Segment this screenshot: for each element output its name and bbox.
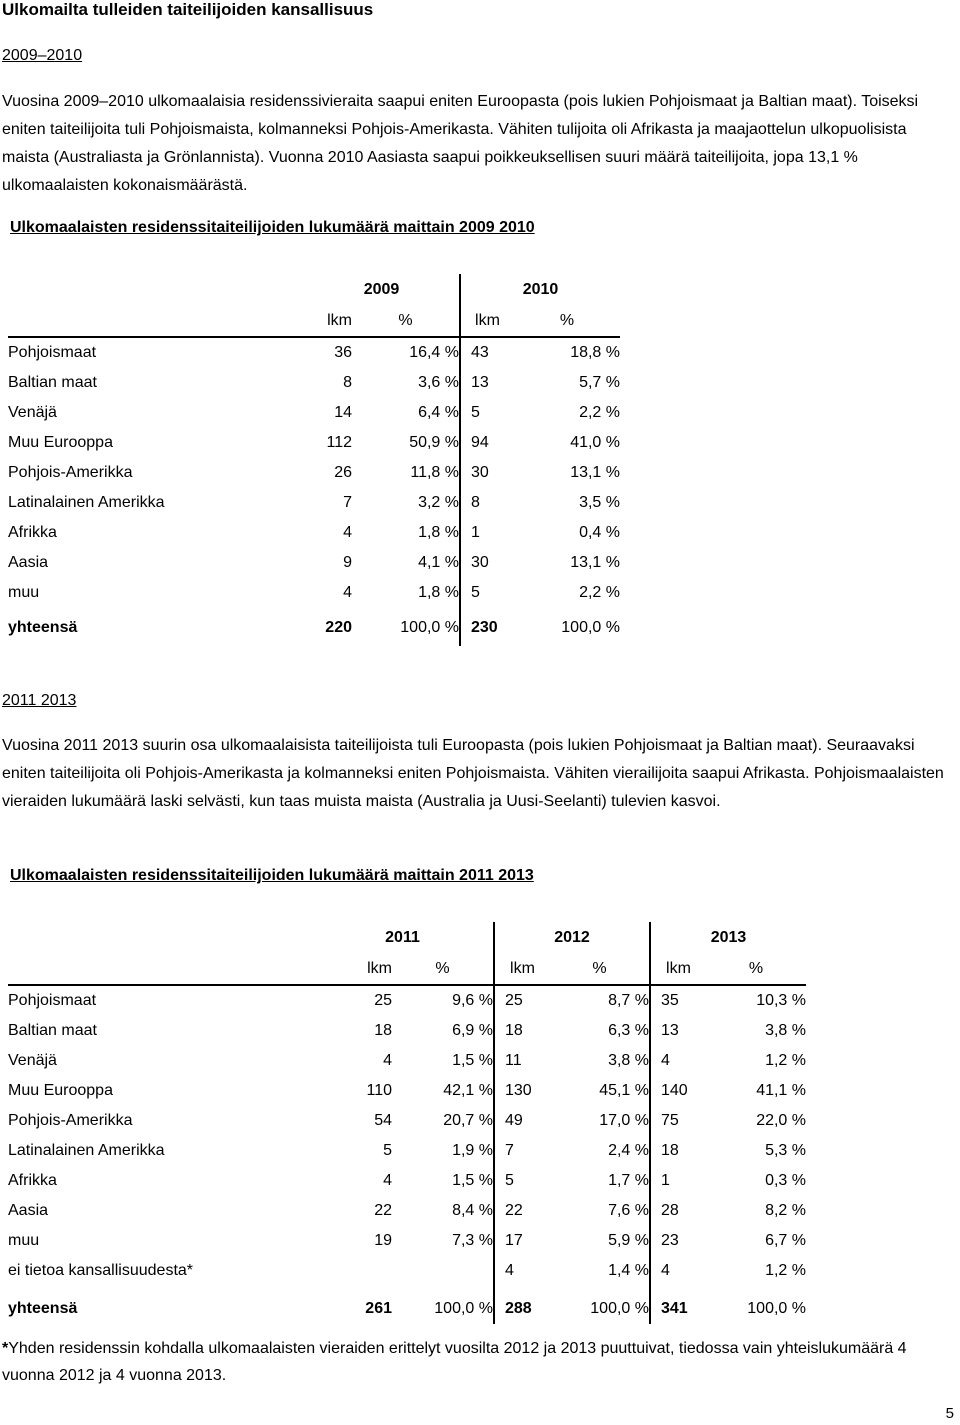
cell-count: 110: [366, 1082, 392, 1099]
cell-percent: 1,7 %: [608, 1172, 649, 1189]
cell-percent: 4,1 %: [418, 554, 459, 571]
cell-count: 9: [343, 554, 352, 571]
cell-count: 1: [460, 518, 514, 548]
cell-percent: 18,8 %: [570, 344, 620, 361]
cell-count: 22: [374, 1202, 392, 1219]
cell-percent: 6,9 %: [452, 1022, 493, 1039]
cell-count: 4: [383, 1052, 392, 1069]
cell-count: 54: [374, 1112, 392, 1129]
table-total-row: [8, 608, 620, 646]
cell-count: 13: [650, 1016, 706, 1046]
row-label: yhteensä: [8, 619, 78, 636]
cell-percent: 6,4 %: [418, 404, 459, 421]
table2-col-lkm: lkm: [494, 953, 550, 985]
cell-count: 4: [343, 524, 352, 541]
row-label: Pohjoismaat: [8, 992, 97, 1009]
table1-corner: [8, 274, 304, 305]
table-row: [8, 1196, 806, 1226]
cell-count: 261: [365, 1300, 392, 1317]
table-2011-2013: [8, 922, 806, 1324]
cell-count: 14: [334, 404, 352, 421]
table-row: [8, 578, 620, 608]
footnote-text: Yhden residenssin kohdalla ulkomaalaisten vieraiden erittelyt vuosilta 2012 ja 2013 puuttuivat, tiedossa vain yhteislukumäärä 4 vuonna 2012 ja 4 vuonna 2013.: [2, 1340, 907, 1384]
table-row: [8, 1046, 806, 1076]
row-label: Latinalainen Amerikka: [8, 494, 165, 511]
row-label: Pohjoismaat: [8, 344, 97, 361]
table2-col-lkm: lkm: [312, 953, 392, 985]
cell-count: 130: [494, 1076, 550, 1106]
cell-percent: 3,5 %: [579, 494, 620, 511]
table-row: [8, 1136, 806, 1166]
table2-corner: [8, 922, 312, 953]
cell-percent: 100,0 %: [747, 1300, 806, 1317]
row-label: muu: [8, 584, 40, 601]
cell-percent: 0,4 %: [579, 524, 620, 541]
table2-year-2011: 2011: [385, 928, 420, 946]
cell-count: 8: [460, 488, 514, 518]
table-row: [8, 428, 620, 458]
table1-col-lkm: lkm: [304, 305, 352, 337]
cell-count: 23: [650, 1226, 706, 1256]
cell-count: 5: [494, 1166, 550, 1196]
cell-count: 30: [460, 458, 514, 488]
cell-count: 7: [494, 1136, 550, 1166]
cell-percent: 2,2 %: [579, 404, 620, 421]
cell-percent: 1,4 %: [608, 1262, 649, 1279]
row-label: Baltian maat: [8, 1022, 97, 1039]
cell-count: 35: [650, 985, 706, 1016]
cell-percent: 5,3 %: [765, 1142, 806, 1159]
table2-title: Ulkomaalaisten residenssitaiteilijoiden lukumäärä maittain 2011 2013: [10, 867, 534, 884]
cell-percent: 16,4 %: [409, 344, 459, 361]
table1-year-2009: 2009: [363, 280, 400, 298]
table-2009-2010: [8, 274, 620, 646]
cell-count: 4: [494, 1256, 550, 1286]
cell-percent: 1,5 %: [452, 1172, 493, 1189]
row-label: Baltian maat: [8, 374, 97, 391]
table2-year-2013: 2013: [650, 922, 806, 953]
row-label: Aasia: [8, 554, 49, 571]
cell-percent: 20,7 %: [443, 1112, 493, 1129]
row-label: Latinalainen Amerikka: [8, 1142, 165, 1159]
row-label: yhteensä: [8, 1300, 78, 1317]
cell-percent: 7,3 %: [452, 1232, 493, 1249]
cell-count: 112: [326, 434, 352, 451]
cell-count: 75: [650, 1106, 706, 1136]
cell-percent: 13,1 %: [570, 464, 620, 481]
cell-count: 5: [460, 398, 514, 428]
cell-percent: 9,6 %: [452, 992, 493, 1009]
row-label: muu: [8, 1232, 40, 1249]
cell-count: 8: [343, 374, 352, 391]
cell-percent: 1,8 %: [418, 584, 459, 601]
cell-percent: 100,0 %: [400, 619, 459, 636]
table-row: [8, 1016, 806, 1046]
cell-count: 94: [460, 428, 514, 458]
table-row: [8, 1226, 806, 1256]
table1-corner-2: [8, 305, 304, 337]
cell-count: 4: [650, 1046, 706, 1076]
cell-percent: 11,8 %: [410, 464, 459, 481]
section-period-2011-2013: 2011 2013: [2, 692, 77, 709]
table1-col-pct: %: [514, 305, 620, 337]
table1-title: Ulkomaalaisten residenssitaiteilijoiden lukumäärä maittain 2009 2010: [10, 219, 535, 236]
cell-percent: 1,8 %: [418, 524, 459, 541]
table1-body: [8, 337, 620, 646]
cell-count: 17: [494, 1226, 550, 1256]
cell-count: 4: [383, 1172, 392, 1189]
cell-percent: 1,9 %: [452, 1142, 493, 1159]
cell-count: 4: [650, 1256, 706, 1286]
section-period-2009-2010: 2009–2010: [2, 47, 83, 64]
cell-count: 25: [374, 992, 392, 1009]
cell-percent: 8,4 %: [452, 1202, 493, 1219]
table2-year-2012: 2012: [494, 922, 650, 953]
cell-percent: 3,8 %: [608, 1052, 649, 1069]
table2-body: [8, 985, 806, 1324]
table-row: [8, 458, 620, 488]
cell-percent: 1,2 %: [765, 1052, 806, 1069]
row-label: Pohjois-Amerikka: [8, 1112, 133, 1129]
row-label: Venäjä: [8, 404, 57, 421]
cell-count: 28: [650, 1196, 706, 1226]
cell-count: 30: [460, 548, 514, 578]
footnote-mark: *: [2, 1340, 9, 1357]
cell-percent: 45,1 %: [599, 1082, 649, 1099]
cell-count: 140: [650, 1076, 706, 1106]
cell-count: 4: [343, 584, 352, 601]
cell-percent: 41,0 %: [570, 434, 620, 451]
cell-count: 220: [325, 619, 352, 636]
cell-percent: 3,2 %: [418, 494, 459, 511]
page-heading: Ulkomailta tulleiden taiteilijoiden kansallisuus: [2, 0, 374, 19]
table1-year-2010: 2010: [460, 274, 620, 305]
row-label: Pohjois-Amerikka: [8, 464, 133, 481]
cell-count: 13: [460, 368, 514, 398]
page-number: 5: [945, 1405, 954, 1422]
table-row: [8, 488, 620, 518]
table-row: [8, 337, 620, 368]
cell-count: 288: [494, 1286, 550, 1324]
cell-count: 341: [650, 1286, 706, 1324]
table2-corner-2: [8, 953, 312, 985]
cell-count: 49: [494, 1106, 550, 1136]
cell-percent: 100,0 %: [434, 1300, 493, 1317]
cell-count: 18: [650, 1136, 706, 1166]
cell-percent: 10,3 %: [756, 992, 806, 1009]
cell-percent: 17,0 %: [599, 1112, 649, 1129]
cell-count: [312, 1256, 392, 1286]
cell-percent: 8,2 %: [765, 1202, 806, 1219]
section2-paragraph: Vuosina 2011 2013 suurin osa ulkomaalaisista taiteilijoista tuli Euroopasta (pois lukien Pohjoismaat ja Baltian maat). Seuraavaksi eniten taiteilijoita oli Pohjois-Amerikasta ja kolmanneksi eniten Pohjoismaista. Vähiten vierailijoita saapui Afrikasta. Pohjoismaalaisten vieraiden lukumäärä laski selvästi, kun taas muista maista (Australia ja Uusi-Seelanti) tulevien kasvoi.: [2, 737, 944, 810]
cell-count: 5: [460, 578, 514, 608]
table-row: [8, 1256, 806, 1286]
cell-percent: 13,1 %: [570, 554, 620, 571]
row-label: ei tietoa kansallisuudesta*: [8, 1262, 194, 1279]
row-label: Venäjä: [8, 1052, 57, 1069]
cell-count: 18: [374, 1022, 392, 1039]
cell-percent: 100,0 %: [590, 1300, 649, 1317]
cell-percent: 5,9 %: [608, 1232, 649, 1249]
cell-percent: 6,3 %: [608, 1022, 649, 1039]
cell-percent: 1,5 %: [452, 1052, 493, 1069]
table-row: [8, 518, 620, 548]
table2-col-pct: %: [392, 953, 494, 985]
cell-count: 25: [494, 985, 550, 1016]
cell-count: 43: [460, 337, 514, 368]
cell-count: 5: [383, 1142, 392, 1159]
section1-paragraph: Vuosina 2009–2010 ulkomaalaisia residenssivieraita saapui eniten Euroopasta (pois lukien Pohjoismaat ja Baltian maat). Toiseksi eniten taiteilijoita tuli Pohjoismaista, kolmanneksi Pohjois-Amerikasta. Vähiten tulijoita oli Afrikasta ja maajaottelun ulkopuolisista maista (Australiasta ja Grönlannista). Vuonna 2010 Aasiasta saapui poikkeuksellisen suuri määrä taiteilijoita, jopa 13,1 % ulkomaalaisten kokonaismäärästä.: [2, 93, 919, 194]
table1-col-lkm: lkm: [460, 305, 514, 337]
cell-count: 7: [343, 494, 352, 511]
cell-percent: 7,6 %: [608, 1202, 649, 1219]
row-label: Muu Eurooppa: [8, 434, 113, 451]
cell-percent: 3,8 %: [765, 1022, 806, 1039]
cell-count: 18: [494, 1016, 550, 1046]
cell-count: 230: [460, 608, 514, 646]
cell-percent: 5,7 %: [579, 374, 620, 391]
cell-percent: 3,6 %: [418, 374, 459, 391]
cell-percent: 0,3 %: [765, 1172, 806, 1189]
cell-count: 1: [650, 1166, 706, 1196]
cell-count: 26: [334, 464, 352, 481]
table-total-row: [8, 1286, 806, 1324]
cell-percent: 42,1 %: [443, 1082, 493, 1099]
table2-col-pct: %: [550, 953, 650, 985]
cell-percent: 1,2 %: [765, 1262, 806, 1279]
table2-col-lkm: lkm: [650, 953, 706, 985]
cell-percent: 100,0 %: [561, 619, 620, 636]
cell-percent: 8,7 %: [608, 992, 649, 1009]
row-label: Aasia: [8, 1202, 49, 1219]
table-row: [8, 548, 620, 578]
cell-percent: 50,9 %: [409, 434, 459, 451]
row-label: Afrikka: [8, 524, 57, 541]
row-label: Muu Eurooppa: [8, 1082, 113, 1099]
table-row: [8, 1166, 806, 1196]
footnote: [2, 1335, 952, 1389]
table2-col-pct: %: [706, 953, 806, 985]
table-row: [8, 1106, 806, 1136]
cell-count: 22: [494, 1196, 550, 1226]
cell-percent: 2,4 %: [608, 1142, 649, 1159]
cell-count: 11: [494, 1046, 550, 1076]
row-label: Afrikka: [8, 1172, 57, 1189]
table-row: [8, 398, 620, 428]
cell-percent: 41,1 %: [756, 1082, 806, 1099]
table-row: [8, 368, 620, 398]
cell-percent: 22,0 %: [756, 1112, 806, 1129]
table-row: [8, 1076, 806, 1106]
table1-col-pct: %: [352, 305, 460, 337]
cell-count: 36: [334, 344, 352, 361]
table-row: [8, 985, 806, 1016]
cell-count: 19: [374, 1232, 392, 1249]
cell-percent: [392, 1256, 494, 1286]
cell-percent: 6,7 %: [765, 1232, 806, 1249]
cell-percent: 2,2 %: [579, 584, 620, 601]
